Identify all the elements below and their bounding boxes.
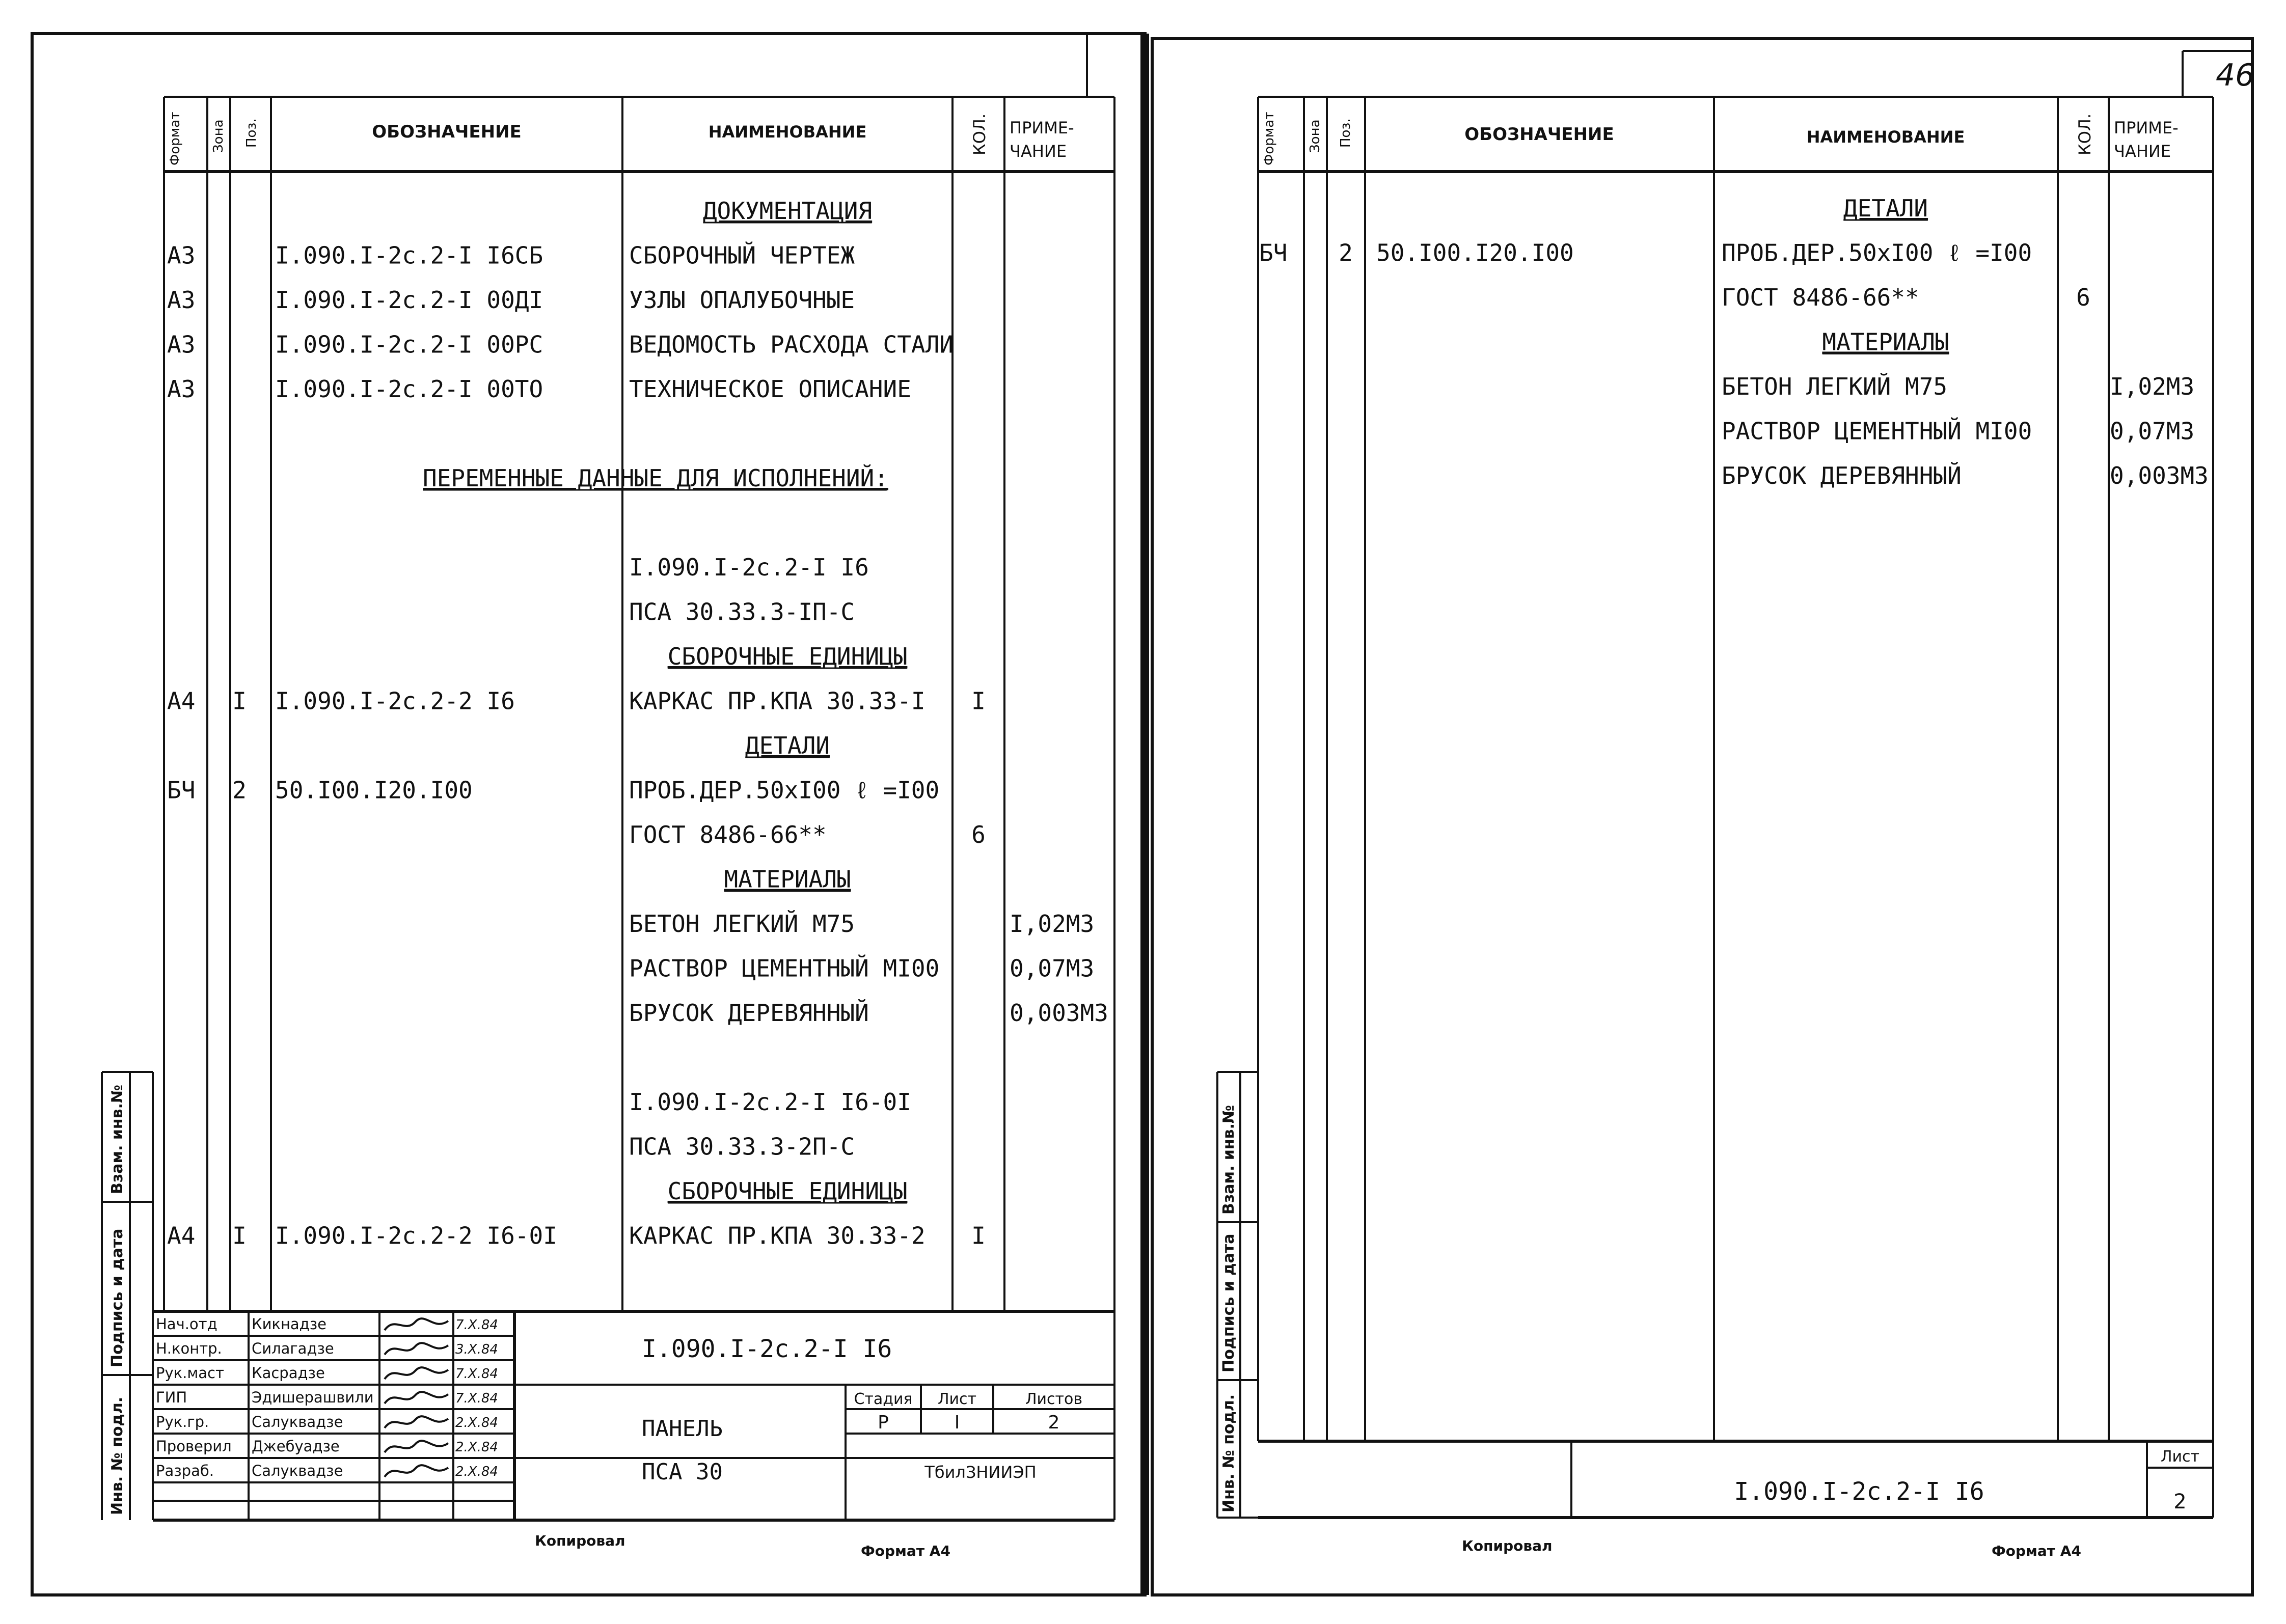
row-note: I,02М3 — [2110, 373, 2195, 400]
col-note-2: ЧАНИЕ — [1010, 142, 1067, 161]
row-name: БРУСОК ДЕРЕВЯННЫЙ — [1722, 462, 1962, 489]
col-designation: ОБОЗНАЧЕНИЕ — [372, 122, 522, 142]
row-designation: I.090.I-2с.2-I 00ДI — [275, 286, 543, 314]
signature-scribble — [385, 1441, 448, 1452]
row-qty: I — [971, 1222, 986, 1250]
section-heading: ПЕРЕМЕННЫЕ ДАННЫЕ ДЛЯ ИСПОЛНЕНИЙ: — [423, 464, 888, 492]
signature-scribble — [385, 1416, 448, 1428]
right-column-headers — [1262, 112, 2179, 166]
sheet-number: 46 — [2216, 58, 2255, 93]
col-name: НАИМЕНОВАНИЕ — [708, 122, 867, 142]
sheet-label: Лист — [2160, 1448, 2200, 1466]
signer-date: 2.Х.84 — [455, 1464, 498, 1479]
row-qty: 6 — [971, 821, 986, 848]
footer-copied: Копировал — [535, 1532, 625, 1549]
title-line-1: ПАНЕЛЬ — [642, 1416, 723, 1442]
stage-value: Р — [878, 1412, 889, 1433]
signer-role: ГИП — [156, 1389, 187, 1406]
row-note: 0,07М3 — [2110, 417, 2195, 445]
row-format: БЧ — [167, 776, 196, 804]
stage-label: Стадия — [854, 1390, 913, 1408]
sheet-value: 2 — [2173, 1490, 2187, 1513]
section-heading: МАТЕРИАЛЫ — [1822, 328, 1949, 356]
left-column-headers — [168, 112, 1074, 166]
row-name: ТЕХНИЧЕСКОЕ ОПИСАНИЕ — [629, 375, 911, 403]
row-format: А4 — [167, 687, 196, 715]
signer-name: Кикнадзе — [252, 1315, 326, 1333]
col-note-2: ЧАНИЕ — [2114, 142, 2171, 161]
col-designation: ОБОЗНАЧЕНИЕ — [1464, 124, 1614, 145]
section-heading: ДЕТАЛИ — [745, 732, 830, 759]
row-pos: I — [232, 1222, 247, 1250]
col-pos: Поз. — [244, 118, 259, 148]
row-designation: I.090.I-2с.2-I 00ТО — [275, 375, 543, 403]
row-designation: 50.I00.I20.I00 — [275, 776, 473, 804]
signature-scribble — [385, 1465, 448, 1477]
row-note: 0,003М3 — [1010, 999, 1108, 1027]
signer-date: 7.Х.84 — [455, 1391, 498, 1406]
title-block-signatures — [156, 1315, 498, 1479]
signer-role: Рук.маст — [156, 1364, 224, 1382]
row-note: 0,07М3 — [1010, 954, 1095, 982]
section-heading: МАТЕРИАЛЫ — [724, 865, 851, 893]
row-name: ГОСТ 8486-66** — [1722, 284, 1919, 311]
side-label-inv: Инв. № подл. — [1220, 1394, 1238, 1512]
col-zone: Зона — [211, 119, 226, 153]
signer-name: Салуквадзе — [252, 1462, 343, 1479]
row-name: ГОСТ 8486-66** — [629, 821, 827, 848]
sheets-label: Листов — [1025, 1390, 1083, 1408]
organization: ТбилЗНИИЭП — [924, 1463, 1037, 1482]
footer-format: Формат А4 — [1992, 1543, 2081, 1559]
row-name: БРУСОК ДЕРЕВЯННЫЙ — [629, 999, 869, 1027]
row-designation: I.090.I-2с.2-2 I6 — [275, 687, 515, 715]
signer-role: Рук.гр. — [156, 1413, 209, 1430]
row-pos: I — [232, 687, 247, 715]
row-name: БЕТОН ЛЕГКИЙ М75 — [1722, 373, 1948, 400]
signer-role: Разраб. — [156, 1462, 214, 1479]
signature-scribble — [385, 1392, 448, 1403]
col-name: НАИМЕНОВАНИЕ — [1806, 127, 1965, 147]
left-spec-table — [102, 34, 1114, 1520]
side-label-podpis: Подпись и дата — [1220, 1233, 1238, 1372]
footer-copied: Копировал — [1462, 1537, 1553, 1554]
section-heading: СБОРОЧНЫЕ ЕДИНИЦЫ — [667, 1177, 908, 1205]
row-designation: I.090.I-2с.2-I 00РС — [275, 331, 543, 359]
row-designation: 50.I00.I20.I00 — [1376, 239, 1574, 267]
side-label-vzam: Взам. инв.№ — [108, 1084, 126, 1194]
row-name: ПСА 30.33.3-IП-С — [629, 598, 855, 626]
row-note: I,02М3 — [1010, 910, 1095, 938]
row-designation: I.090.I-2с.2-2 I6-0I — [275, 1222, 557, 1250]
row-name: КАРКАС ПР.КПА 30.33-I — [629, 687, 926, 715]
row-pos: 2 — [1339, 239, 1353, 267]
col-note-1: ПРИМЕ- — [2114, 118, 2179, 137]
row-name: БЕТОН ЛЕГКИЙ М75 — [629, 910, 855, 938]
sheet-label: Лист — [937, 1390, 977, 1408]
side-label-inv: Инв. № подл. — [108, 1396, 126, 1515]
sheet-value: I — [954, 1412, 960, 1433]
right-rows — [1259, 195, 2209, 489]
right-sheet-frame — [1152, 39, 2255, 1595]
row-name: ПРОБ.ДЕР.50хI00 ℓ =I00 — [1722, 239, 2032, 267]
col-note-1: ПРИМЕ- — [1010, 118, 1074, 137]
section-heading: СБОРОЧНЫЕ ЕДИНИЦЫ — [667, 643, 908, 670]
row-pos: 2 — [232, 776, 247, 804]
col-qty: КОЛ. — [2075, 113, 2094, 155]
signer-name: Салуквадзе — [252, 1413, 343, 1430]
row-name: ВЕДОМОСТЬ РАСХОДА СТАЛИ — [629, 331, 954, 359]
signer-role: Проверил — [156, 1438, 232, 1455]
row-format: БЧ — [1259, 239, 1288, 267]
section-heading: ДЕТАЛИ — [1843, 195, 1928, 222]
right-title-block — [1734, 1448, 2199, 1513]
footer-format: Формат А4 — [861, 1543, 950, 1559]
row-format: А3 — [167, 286, 196, 314]
side-label-podpis: Подпись и дата — [108, 1228, 126, 1367]
right-spec-table — [1217, 51, 2251, 1518]
col-zone: Зона — [1308, 119, 1323, 153]
signer-name: Силагадзе — [252, 1340, 334, 1357]
col-format: Формат — [168, 112, 183, 166]
signer-name: Касрадзе — [252, 1364, 325, 1382]
signer-role: Нач.отд — [156, 1315, 217, 1333]
row-name: РАСТВОР ЦЕМЕНТНЫЙ МI00 — [629, 954, 940, 982]
signature-scribble — [385, 1318, 448, 1330]
row-qty: 6 — [2076, 284, 2090, 311]
signer-name: Джебуадзе — [252, 1438, 340, 1455]
section-heading: ДОКУМЕНТАЦИЯ — [702, 197, 873, 225]
row-qty: I — [971, 687, 986, 715]
row-name: РАСТВОР ЦЕМЕНТНЫЙ МI00 — [1722, 417, 2032, 445]
row-name: УЗЛЫ ОПАЛУБОЧНЫЕ — [629, 286, 855, 314]
signer-date: 2.Х.84 — [455, 1440, 498, 1455]
row-name: I.090.I-2с.2-I I6-0I — [629, 1088, 911, 1116]
signer-date: 7.Х.84 — [455, 1366, 498, 1382]
row-format: А4 — [167, 1222, 196, 1250]
row-name: КАРКАС ПР.КПА 30.33-2 — [629, 1222, 926, 1250]
left-rows — [167, 197, 1108, 1250]
signature-scribble — [385, 1343, 448, 1355]
signer-date: 2.Х.84 — [455, 1415, 498, 1430]
row-name: ПРОБ.ДЕР.50хI00 ℓ =I00 — [629, 776, 940, 804]
document-code: I.090.I-2с.2-I I6 — [642, 1335, 892, 1363]
signer-role: Н.контр. — [156, 1340, 222, 1357]
row-format: А3 — [167, 375, 196, 403]
col-qty: КОЛ. — [970, 113, 989, 155]
signer-date: 7.Х.84 — [455, 1317, 498, 1333]
row-format: А3 — [167, 331, 196, 359]
signer-date: 3.Х.84 — [455, 1342, 498, 1357]
row-note: 0,003М3 — [2110, 462, 2209, 489]
col-format: Формат — [1262, 112, 1277, 166]
document-code: I.090.I-2с.2-I I6 — [1734, 1477, 1984, 1506]
row-designation: I.090.I-2с.2-I I6СБ — [275, 241, 543, 269]
row-name: I.090.I-2с.2-I I6 — [629, 554, 869, 581]
side-label-vzam: Взам. инв.№ — [1220, 1105, 1238, 1215]
signer-name: Эдишерашвили — [252, 1389, 374, 1406]
row-format: А3 — [167, 241, 196, 269]
col-pos: Поз. — [1338, 118, 1353, 148]
row-name: ПСА 30.33.3-2П-С — [629, 1133, 855, 1161]
row-name: СБОРОЧНЫЙ ЧЕРТЕЖ — [629, 241, 855, 269]
sheets-value: 2 — [1048, 1412, 1060, 1433]
signature-scribble — [385, 1367, 448, 1379]
title-line-2: ПСА 30 — [642, 1459, 723, 1485]
